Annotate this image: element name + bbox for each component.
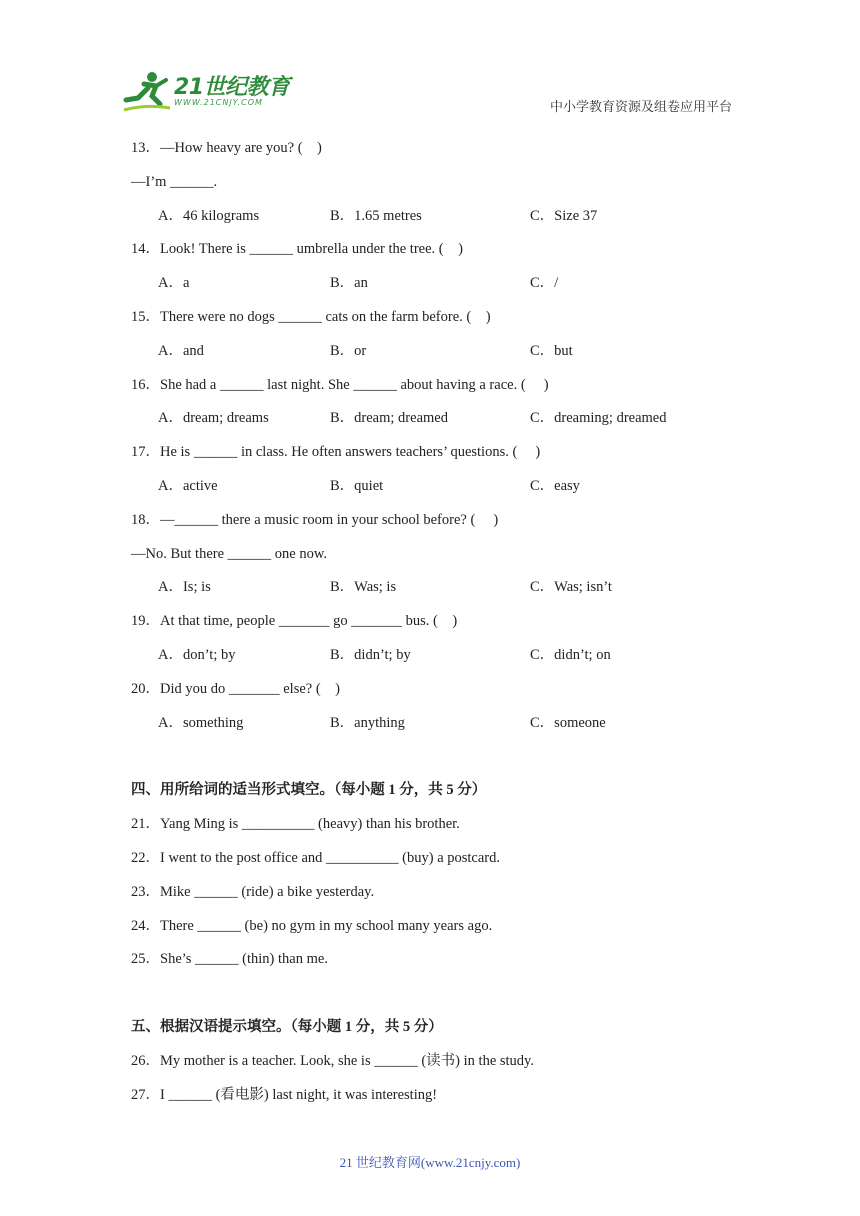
answer-option: C．Was; isn’t xyxy=(530,579,612,596)
platform-name: 中小学教育资源及组卷应用平台 xyxy=(549,99,732,114)
answer-option: B．dream; dreamed xyxy=(330,410,448,427)
fill-blank-item: 23．Mike ______ (ride) a bike yesterday. xyxy=(131,883,375,900)
question-text: —I’m ______. xyxy=(131,173,218,190)
question-text: 14．Look! There is ______ umbrella under the tree. ( ) xyxy=(131,241,463,258)
question-text: —No. But there ______ one now. xyxy=(131,545,327,562)
answer-option: C．didn’t; on xyxy=(530,646,611,663)
exam-content xyxy=(131,137,751,1118)
section-5-items xyxy=(131,1050,751,1118)
answer-option: B．didn’t; by xyxy=(330,646,411,663)
question-block xyxy=(131,306,751,374)
fill-blank-item: 24．There ______ (be) no gym in my school many years ago. xyxy=(131,917,493,934)
answer-option: A．don’t; by xyxy=(158,646,236,663)
question-text: 18．—______ there a music room in your school before? ( ) xyxy=(131,511,499,528)
answer-option: C．dreaming; dreamed xyxy=(530,410,667,427)
multiple-choice-questions xyxy=(131,137,751,745)
answer-option: A．a xyxy=(158,275,190,292)
answer-option: B．anything xyxy=(330,714,405,731)
option-row xyxy=(131,576,751,610)
answer-option: A．something xyxy=(158,714,244,731)
question-text: 16．She had a ______ last night. She ______ about having a race. ( ) xyxy=(131,376,549,393)
option-row xyxy=(131,272,751,306)
question-text: 13．—How heavy are you? ( ) xyxy=(131,140,322,156)
answer-option: A．and xyxy=(158,342,204,359)
logo-url: WWW.21CNJY.COM xyxy=(174,98,263,107)
answer-option: A．active xyxy=(158,477,218,494)
logo-text: 21世纪教育 xyxy=(174,75,290,100)
section-4-title: 四、用所给词的适当形式填空。（每小题 1 分，共 5 分） xyxy=(131,782,487,799)
question-text: 17．He is ______ in class. He often answers teachers’ questions. ( ) xyxy=(131,444,541,461)
option-row xyxy=(131,712,751,746)
option-row xyxy=(131,644,751,678)
question-block xyxy=(131,374,751,442)
answer-option: A．46 kilograms xyxy=(158,207,260,224)
logo xyxy=(122,68,292,116)
answer-option: C．/ xyxy=(530,275,559,292)
answer-option: C．someone xyxy=(530,714,606,731)
question-block xyxy=(131,137,751,238)
question-block xyxy=(131,238,751,306)
answer-option: C．easy xyxy=(530,477,580,494)
question-block xyxy=(131,509,751,610)
page-header xyxy=(0,0,860,120)
answer-option: C．Size 37 xyxy=(530,207,598,224)
option-row xyxy=(131,340,751,374)
answer-option: B．or xyxy=(330,342,367,359)
page-footer: 21 世纪教育网(www.21cnjy.com) xyxy=(339,1155,521,1170)
answer-option: A．dream; dreams xyxy=(158,410,269,427)
section-5-title: 五、根据汉语提示填空。（每小题 1 分，共 5 分） xyxy=(131,1019,443,1036)
fill-blank-item: 25．She’s ______ (thin) than me. xyxy=(131,951,328,968)
question-block xyxy=(131,610,751,678)
answer-option: C．but xyxy=(530,342,573,359)
question-text: 15．There were no dogs ______ cats on the farm before. ( ) xyxy=(131,308,491,325)
section-4-items xyxy=(131,813,751,982)
option-row xyxy=(131,205,751,239)
fill-blank-item: 22．I went to the post office and __________ (buy) a postcard. xyxy=(131,849,500,866)
answer-option: B．1.65 metres xyxy=(330,207,422,224)
fill-blank-item: 27．I ______ (看电影) last night, it was interesting! xyxy=(131,1086,438,1103)
option-row xyxy=(131,475,751,509)
answer-option: A．Is; is xyxy=(158,579,211,596)
answer-option: B．Was; is xyxy=(330,579,397,596)
option-row xyxy=(131,407,751,441)
answer-option: B．quiet xyxy=(330,477,384,494)
question-text: 20．Did you do _______ else? ( ) xyxy=(131,680,341,697)
fill-blank-item: 26．My mother is a teacher. Look, she is ______ (读书) in the study. xyxy=(131,1052,534,1069)
answer-option: B．an xyxy=(330,275,368,292)
question-block xyxy=(131,441,751,509)
fill-blank-item: 21．Yang Ming is __________ (heavy) than his brother. xyxy=(131,816,460,833)
question-text: 19．At that time, people _______ go _______ bus. ( ) xyxy=(131,613,458,630)
runner-logo-icon xyxy=(122,68,172,114)
question-block xyxy=(131,678,751,746)
